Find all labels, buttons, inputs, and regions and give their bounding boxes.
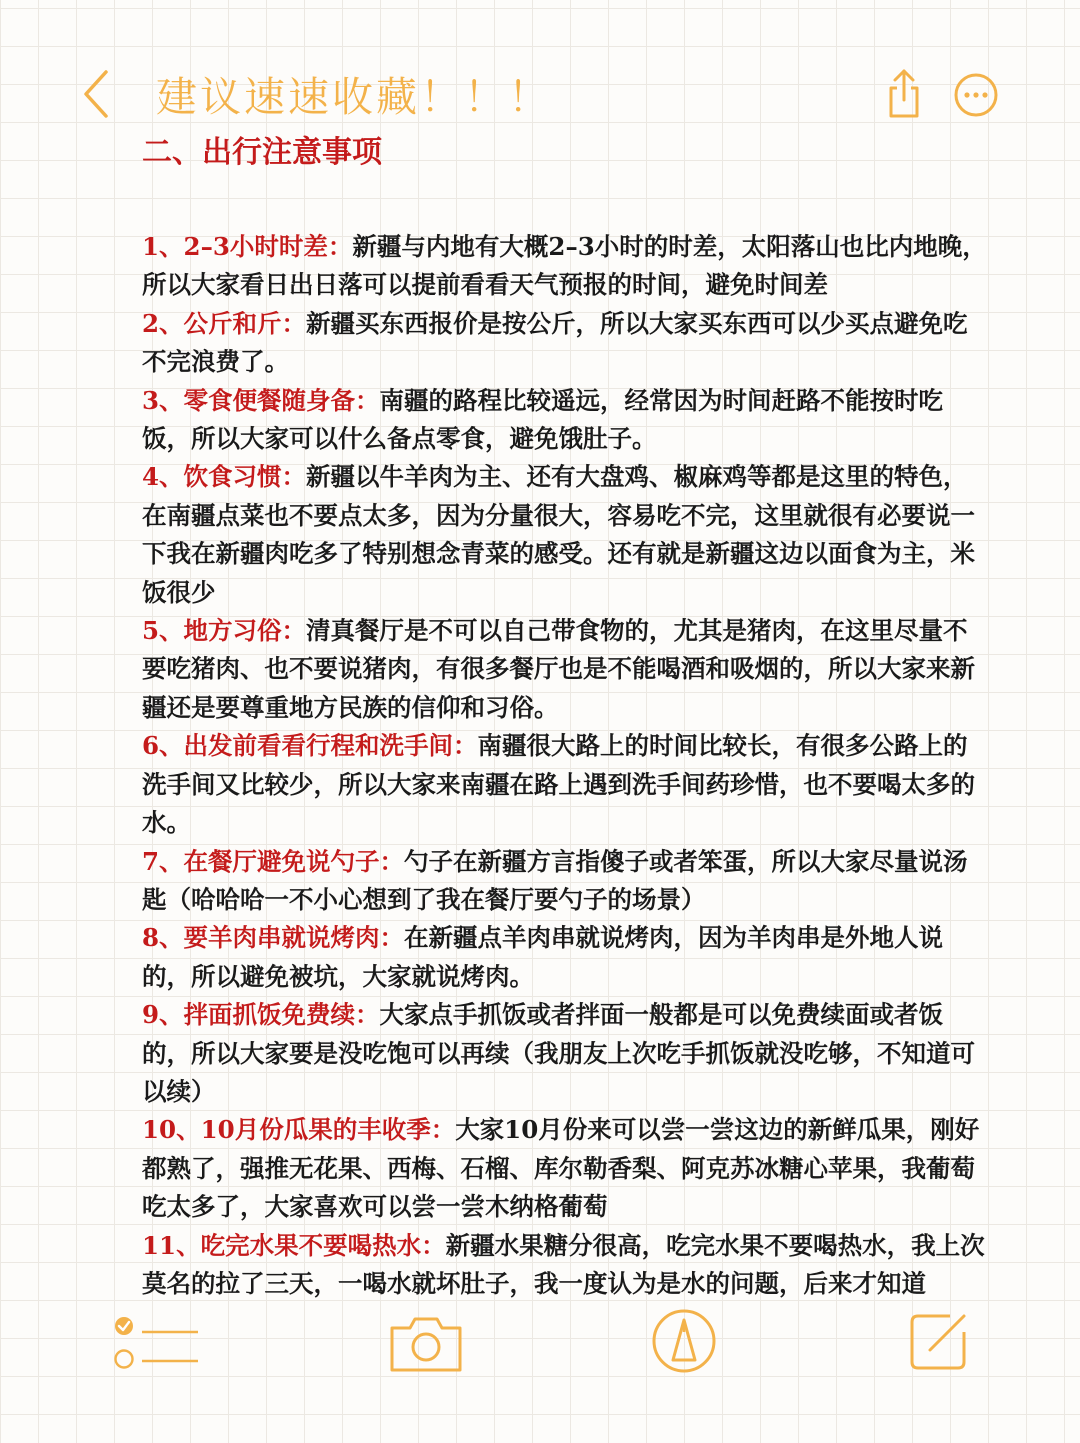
tip-label: 2、公斤和斤：	[142, 308, 307, 338]
tip-item	[142, 1227, 992, 1304]
tip-label: 10、10月份瓜果的丰收季：	[142, 1115, 456, 1145]
tip-text: 勺子在新疆方言指傻子或者笨蛋，所以大家尽量说汤匙（哈哈哈一不小心想到了我在餐厅要勺子的场景）	[142, 846, 968, 914]
tip-item	[142, 727, 992, 842]
tip-text: 南疆的路程比较遥远，经常因为时间赶路不能按时吃饭，所以大家可以什么备点零食，避免饿肚子。	[142, 385, 944, 454]
note-title: 建议速速收藏！！！	[156, 73, 552, 121]
tip-item	[142, 228, 992, 305]
tip-item	[142, 919, 992, 996]
tip-label: 3、零食便餐随身备：	[142, 385, 380, 415]
checklist-icon	[112, 1316, 202, 1376]
back-button[interactable]	[78, 66, 118, 122]
share-icon	[884, 66, 924, 122]
tip-text: 大家点手抓饭或者拌面一般都是可以免费续面或者饭的，所以大家要是没吃饱可以再续（我朋友上次吃手抓饭就没吃够，不知道可以续）	[142, 1000, 975, 1106]
tip-item	[142, 305, 992, 382]
tip-label: 6、出发前看看行程和洗手间：	[142, 731, 478, 761]
chevron-left-icon	[78, 66, 118, 122]
share-button[interactable]	[884, 66, 924, 122]
tip-label: 4、饮食习惯：	[142, 462, 307, 492]
tip-item	[142, 996, 992, 1111]
tip-text: 新疆买东西报价是按公斤，所以大家买东西可以少买点避免吃不完浪费了。	[142, 308, 968, 377]
tips-list	[142, 228, 992, 1303]
markup-button[interactable]	[651, 1308, 717, 1374]
more-options-button[interactable]	[953, 72, 999, 118]
tip-item	[142, 612, 992, 727]
compose-icon	[908, 1310, 970, 1372]
tip-label: 5、地方习俗：	[142, 616, 307, 646]
tip-label: 11、吃完水果不要喝热水：	[142, 1230, 446, 1260]
bottom-toolbar	[0, 1300, 1080, 1420]
checklist-button[interactable]	[112, 1316, 202, 1376]
pen-icon	[651, 1308, 717, 1374]
tip-label: 7、在餐厅避免说勺子：	[142, 846, 405, 876]
tip-text: 新疆水果糖分很高，吃完水果不要喝热水，我上次莫名的拉了三天，一喝水就坏肚子，我一度认为是水的问题，后来才知道	[142, 1230, 985, 1298]
compose-button[interactable]	[908, 1310, 970, 1372]
tip-text: 新疆以牛羊肉为主、还有大盘鸡、椒麻鸡等都是这里的特色，在南疆点菜也不要点太多，因为分量很大，容易吃不完，这里就很有必要说一下我在新疆肉吃多了特别想念青菜的感受。还有就是新疆这边以面食为主，米饭很少	[142, 462, 975, 607]
tip-item	[142, 458, 992, 612]
tip-text: 南疆很大路上的时间比较长，有很多公路上的洗手间又比较少，所以大家来南疆在路上遇到洗手间药珍惜，也不要喝太多的水。	[142, 731, 975, 838]
tip-text: 清真餐厅是不可以自己带食物的，尤其是猪肉，在这里尽量不要吃猪肉、也不要说猪肉，有很多餐厅也是不能喝酒和吸烟的，所以大家来新疆还是要尊重地方民族的信仰和习俗。	[142, 616, 975, 722]
tip-label: 8、要羊肉串就说烤肉：	[142, 923, 405, 953]
tip-item	[142, 843, 992, 920]
tip-item	[142, 1111, 992, 1226]
section-title: 二、出行注意事项	[142, 135, 382, 170]
more-icon	[953, 72, 999, 118]
camera-button[interactable]	[388, 1312, 464, 1374]
tip-item	[142, 382, 992, 459]
tip-text: 在新疆点羊肉串就说烤肉，因为羊肉串是外地人说的，所以避免被坑，大家就说烤肉。	[142, 923, 944, 991]
tip-label: 1、2–3小时时差：	[142, 232, 353, 261]
tip-label: 9、拌面抓饭免费续：	[142, 1000, 380, 1030]
top-navigation-bar	[0, 0, 1080, 140]
tip-text: 新疆与内地有大概2–3小时的时差，太阳落山也比内地晚，所以大家看日出日落可以提前看看天气预报的时间，避免时间差	[142, 232, 987, 300]
note-body[interactable]	[142, 128, 992, 1303]
camera-icon	[388, 1312, 464, 1374]
tip-text: 大家10月份来可以尝一尝这边的新鲜瓜果，刚好都熟了，强推无花果、西梅、石榴、库尔勒香梨、阿克苏冰糖心苹果，我葡萄吃太多了，大家喜欢可以尝一尝木纳格葡萄	[142, 1115, 980, 1222]
